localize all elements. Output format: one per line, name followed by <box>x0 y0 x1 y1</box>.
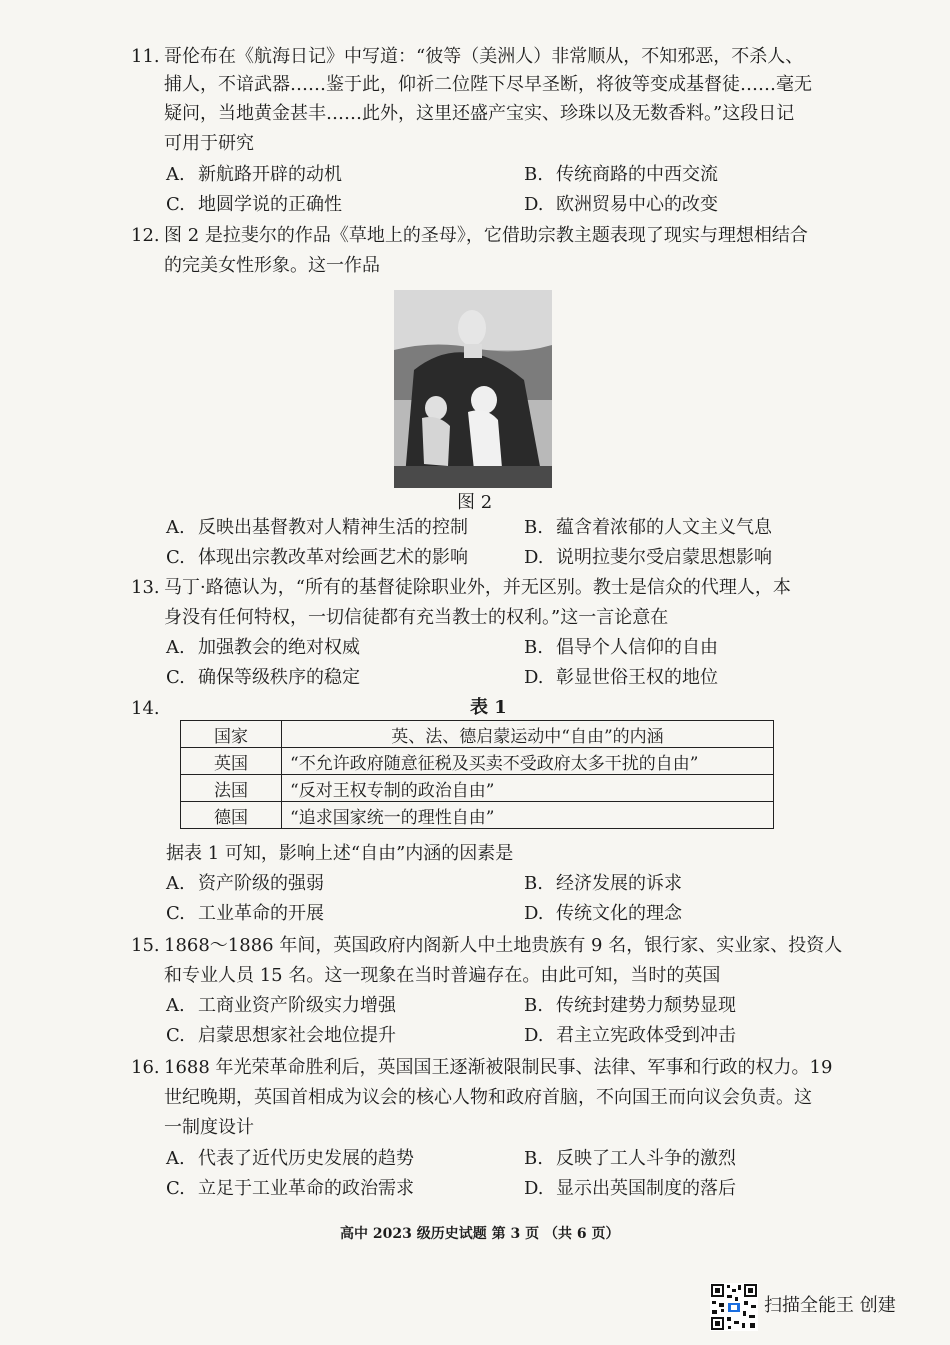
option-text: 传统商路的中西交流 <box>556 164 718 185</box>
option-letter: C. <box>166 1178 185 1199</box>
table-header-country: 国家 <box>181 721 282 748</box>
option-text: 说明拉斐尔受启蒙思想影响 <box>556 547 772 568</box>
table-row <box>181 748 774 775</box>
q13-option-a[interactable] <box>166 635 360 661</box>
q12-number: 12. <box>131 225 160 246</box>
q11-line: 疑问，当地黄金甚丰……此外，这里还盛产宝实、珍珠以及无数香料。”这段日记 <box>164 103 795 124</box>
q14-option-b[interactable] <box>524 871 682 897</box>
q16-line: 一制度设计 <box>164 1117 254 1138</box>
option-text: 传统文化的理念 <box>556 903 682 924</box>
liberty-table <box>180 720 774 829</box>
q16-option-b[interactable] <box>524 1146 736 1172</box>
q11-option-c[interactable] <box>166 192 342 218</box>
q11-line: 可用于研究 <box>164 133 254 154</box>
figure-caption: 图 2 <box>457 492 493 513</box>
option-letter: C. <box>166 1025 185 1046</box>
option-text: 立足于工业革命的政治需求 <box>198 1178 414 1199</box>
option-letter: B. <box>524 1148 543 1169</box>
q14-option-d[interactable] <box>524 901 682 927</box>
option-text: 体现出宗教改革对绘画艺术的影响 <box>198 547 468 568</box>
q15-line: 和专业人员 15 名。这一现象在当时普遍存在。由此可知，当时的英国 <box>164 965 721 986</box>
q16-option-c[interactable] <box>166 1176 414 1202</box>
option-text: 传统封建势力颓势显现 <box>556 995 736 1016</box>
q12-option-c[interactable] <box>166 545 468 571</box>
q15-option-b[interactable] <box>524 993 736 1019</box>
q16-line: 世纪晚期，英国首相成为议会的核心人物和政府首脑，不向国王而向议会负责。这 <box>164 1087 812 1108</box>
q13-option-d[interactable] <box>524 665 718 691</box>
table-cell-meaning: “不允许政府随意征税及买卖不受政府太多干扰的自由” <box>282 748 774 775</box>
option-text: 新航路开辟的动机 <box>198 164 342 185</box>
q12-option-a[interactable] <box>166 515 468 541</box>
table-cell-country: 法国 <box>181 775 282 802</box>
option-letter: B. <box>524 164 543 185</box>
q11-option-a[interactable] <box>166 162 342 188</box>
q14-number: 14. <box>131 698 160 719</box>
scanner-watermark: 扫描全能王 创建 <box>764 1295 896 1316</box>
q11-option-d[interactable] <box>524 192 718 218</box>
q12-option-b[interactable] <box>524 515 772 541</box>
q12-line: 图 2 是拉斐尔的作品《草地上的圣母》，它借助宗教主题表现了现实与理想相结合 <box>164 225 808 246</box>
q16-option-a[interactable] <box>166 1146 414 1172</box>
q16-line: 1688 年光荣革命胜利后，英国国王逐渐被限制民事、法律、军事和行政的权力。19 <box>164 1057 833 1078</box>
q12-line: 的完美女性形象。这一作品 <box>164 255 380 276</box>
option-text: 资产阶级的强弱 <box>198 873 324 894</box>
table-cell-meaning: “追求国家统一的理性自由” <box>282 802 774 829</box>
raphael-painting-image <box>394 290 552 488</box>
option-text: 代表了近代历史发展的趋势 <box>198 1148 414 1169</box>
q15-number: 15. <box>131 935 160 956</box>
table-row <box>181 802 774 829</box>
option-letter: A. <box>166 995 185 1016</box>
option-letter: C. <box>166 667 185 688</box>
table-header-meaning: 英、法、德启蒙运动中“自由”的内涵 <box>282 721 774 748</box>
option-text: 彰显世俗王权的地位 <box>556 667 718 688</box>
table-cell-country: 英国 <box>181 748 282 775</box>
option-text: 地圆学说的正确性 <box>198 194 342 215</box>
option-letter: A. <box>166 637 185 658</box>
option-text: 欧洲贸易中心的改变 <box>556 194 718 215</box>
option-text: 反映出基督教对人精神生活的控制 <box>198 517 468 538</box>
option-text: 蕴含着浓郁的人文主义气息 <box>556 517 772 538</box>
q11-line: 捕人，不谙武器……鉴于此，仰祈二位陛下尽早圣断，将彼等变成基督徒……毫无 <box>164 74 812 95</box>
option-text: 工业革命的开展 <box>198 903 324 924</box>
option-letter: C. <box>166 903 185 924</box>
q14-option-a[interactable] <box>166 871 324 897</box>
q11-number: 11. <box>131 46 160 67</box>
option-text: 反映了工人斗争的激烈 <box>556 1148 736 1169</box>
q15-option-a[interactable] <box>166 993 396 1019</box>
option-letter: C. <box>166 194 185 215</box>
option-letter: B. <box>524 637 543 658</box>
q13-line: 马丁·路德认为，“所有的基督徒除职业外，并无区别。教士是信众的代理人，本 <box>164 577 791 598</box>
option-letter: C. <box>166 547 185 568</box>
option-letter: B. <box>524 873 543 894</box>
qr-code-icon <box>710 1283 758 1331</box>
q15-option-d[interactable] <box>524 1023 736 1049</box>
option-text: 经济发展的诉求 <box>556 873 682 894</box>
option-letter: D. <box>524 194 544 215</box>
option-letter: D. <box>524 547 544 568</box>
q11-option-b[interactable] <box>524 162 718 188</box>
q13-option-c[interactable] <box>166 665 360 691</box>
option-letter: D. <box>524 667 544 688</box>
q14-option-c[interactable] <box>166 901 324 927</box>
page-footer: 高中 2023 级历史试题 第 3 页 （共 6 页） <box>340 1226 620 1242</box>
q16-number: 16. <box>131 1057 160 1078</box>
option-letter: B. <box>524 995 543 1016</box>
option-letter: A. <box>166 873 185 894</box>
q15-option-c[interactable] <box>166 1023 396 1049</box>
q13-option-b[interactable] <box>524 635 718 661</box>
table-cell-meaning: “反对王权专制的政治自由” <box>282 775 774 802</box>
q15-line: 1868～1886 年间，英国政府内阁新人中土地贵族有 9 名，银行家、实业家、投资人 <box>164 935 843 956</box>
option-text: 君主立宪政体受到冲击 <box>556 1025 736 1046</box>
option-letter: B. <box>524 517 543 538</box>
table-row <box>181 775 774 802</box>
option-letter: D. <box>524 903 544 924</box>
option-text: 倡导个人信仰的自由 <box>556 637 718 658</box>
q13-line: 身没有任何特权，一切信徒都有充当教士的权利。”这一言论意在 <box>164 607 669 628</box>
option-letter: A. <box>166 517 185 538</box>
option-text: 确保等级秩序的稳定 <box>198 667 360 688</box>
option-text: 显示出英国制度的落后 <box>556 1178 736 1199</box>
q11-line: 哥伦布在《航海日记》中写道：“彼等（美洲人）非常顺从，不知邪恶，不杀人、 <box>164 46 804 67</box>
option-text: 加强教会的绝对权威 <box>198 637 360 658</box>
table-cell-country: 德国 <box>181 802 282 829</box>
q14-stem: 据表 1 可知，影响上述“自由”内涵的因素是 <box>166 843 514 864</box>
option-letter: D. <box>524 1178 544 1199</box>
q16-option-d[interactable] <box>524 1176 736 1202</box>
painting-illustration <box>394 290 552 488</box>
table-title: 表 1 <box>470 697 507 718</box>
option-text: 工商业资产阶级实力增强 <box>198 995 396 1016</box>
option-letter: A. <box>166 1148 185 1169</box>
table-header-row <box>181 721 774 748</box>
q12-option-d[interactable] <box>524 545 772 571</box>
q13-number: 13. <box>131 577 160 598</box>
option-letter: A. <box>166 164 185 185</box>
option-letter: D. <box>524 1025 544 1046</box>
option-text: 启蒙思想家社会地位提升 <box>198 1025 396 1046</box>
